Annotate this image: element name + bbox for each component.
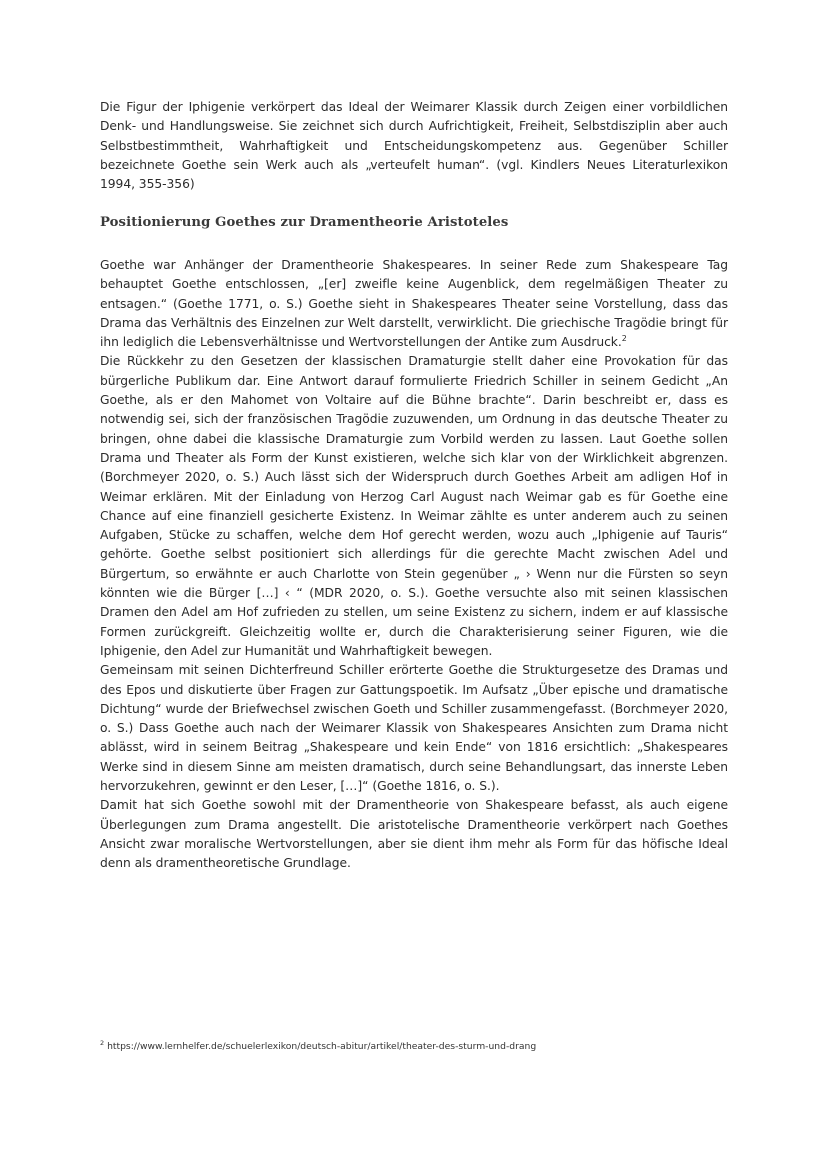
body-paragraph-4: Damit hat sich Goethe sowohl mit der Dramentheorie von Shakespeare befasst, als auch eigene Überlegungen zum Drama angestellt. Die aristotelische Dramentheorie verkörpert nach Goethes Ansicht zwar moralische Wertvorstellungen, aber sie dient ihm mehr als Form für das höfische Ideal denn als dramentheoretische Grundlage.	[100, 798, 728, 871]
footnote-link[interactable]: https://www.lernhelfer.de/schuelerlexikon/deutsch-abitur/artikel/theater-des-sturm-und-drang	[107, 1041, 537, 1052]
intro-paragraph: Die Figur der Iphigenie verkörpert das Ideal der Weimarer Klassik durch Zeigen einer vorbildlichen Denk- und Handlungsweise. Sie zeichnet sich durch Aufrichtigkeit, Freiheit, Selbstdisziplin aber auch Selbstbestimmtheit, Wahrhaftigkeit und Entscheidungskompetenz aus. Gegenüber Schiller bezeichnete Goethe sein Werk auch als „verteufelt human“. (vgl. Kindlers Neues Literaturlexikon 1994, 355-356)	[100, 100, 728, 192]
footnote-number: 2	[100, 1038, 105, 1047]
body-paragraph-2: Die Rückkehr zu den Gesetzen der klassischen Dramaturgie stellt daher eine Provokation für das bürgerliche Publikum dar. Eine Antwort darauf formulierte Friedrich Schiller in seinem Gedicht „An Goethe, als er den Mahomet von Voltaire auf die Bühne brachte“. Darin beschreibt er, dass es notwendig sei, sich der französischen Tragödie zuzuwenden, um Ordnung in das deutsche Theater zu bringen, ohne dabei die klassische Dramaturgie zum Vorbild werden zu lassen. Laut Goethe sollen Drama und Theater als Form der Kunst existieren, welche sich klar von der Wirklichkeit abgrenzen. (Borchmeyer 2020, o. S.) Auch lässt sich der Widerspruch durch Goethes Arbeit am adligen Hof in Weimar erklären. Mit der Einladung von Herzog Carl August nach Weimar gab es für Goethe eine Chance auf eine finanziell gesicherte Existenz. In Weimar zählte es unter anderem auch zu seinen Aufgaben, Stücke zu schaffen, welche dem Hof gerecht werden, wozu auch „Iphigenie auf Tauris“ gehörte. Goethe selbst positioniert sich allerdings für die gerechte Macht zwischen Adel und Bürgertum, so erwähnte er auch Charlotte von Stein gegenüber „ › Wenn nur die Fürsten so seyn könnten wie die Bürger […] ‹ “ (MDR 2020, o. S.). Goethe versuchte also mit seinen klassischen Dramen den Adel am Hof zufrieden zu stellen, um seine Existenz zu sichern, indem er auf klassische Formen zurückgreift. Gleichzeitig wollte er, durch die Charakterisierung seiner Figuren, wie die Iphigenie, den Adel zur Humanität und Wahrhaftigkeit bewegen.	[100, 354, 728, 658]
body-paragraph-1	[100, 256, 728, 352]
section-body	[100, 256, 728, 874]
body-paragraph-1-text: Goethe war Anhänger der Dramentheorie Shakespeares. In seiner Rede zum Shakespeare Tag behauptet Goethe entschlossen, „[er] zweifle keine Augenblick, dem regelmäßigen Theater zu entsagen.“ (Goethe 1771, o. S.) Goethe sieht in Shakespeares Theater seine Vorstellung, dass das Drama das Verhältnis des Einzelnen zur Welt darstellt, verwirklicht. Die griechische Tragödie bringt für ihn lediglich die Lebensverhältnisse und Wertvorstellungen der Antike zum Ausdruck.	[100, 258, 728, 350]
section-heading: Positionierung Goethes zur Dramentheorie Aristoteles	[100, 215, 509, 230]
body-paragraph-3: Gemeinsam mit seinen Dichterfreund Schiller erörterte Goethe die Strukturgesetze des Dramas und des Epos und diskutierte über Fragen zur Gattungspoetik. Im Aufsatz „Über epische und dramatische Dichtung“ wurde der Briefwechsel zwischen Goeth und Schiller zusammengefasst. (Borchmeyer 2020, o. S.) Dass Goethe auch nach der Weimarer Klassik von Shakespeares Ansichten zum Drama nicht ablässt, wird in seinem Beitrag „Shakespeare und kein Ende“ von 1816 ersichtlich: „Shakespeares Werke sind in diesem Sinne am meisten dramatisch, durch seine Behandlungsart, das innerste Leben hervorzukehren, gewinnt er den Leser, […]“ (Goethe 1816, o. S.).	[100, 663, 728, 794]
footnote	[100, 1040, 728, 1054]
intro-section	[100, 98, 728, 194]
footnote-reference[interactable]: 2	[621, 334, 627, 344]
